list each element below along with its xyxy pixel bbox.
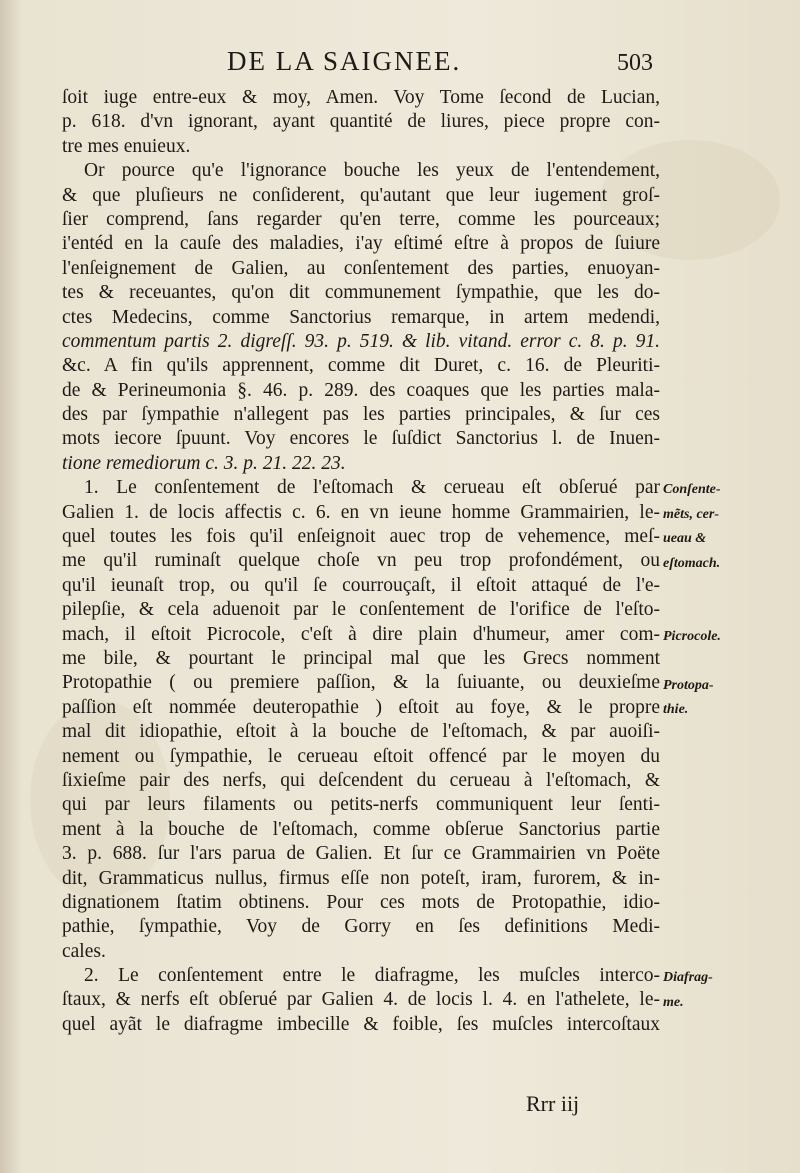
text-line: pilepſie, & cela aduenoit par le conſentement de l'orifice de l'eſto-	[62, 599, 660, 621]
text-line: quel ayãt le diafragme imbecille & foible, ſes muſcles intercoſtaux	[62, 1013, 660, 1035]
text-line: tione remediorum c. 3. p. 21. 22. 23.	[62, 452, 346, 474]
text-line: & que pluſieurs ne conſiderent, qu'autant que leur iugement groſ-	[62, 184, 660, 206]
margin-note: me.	[663, 994, 684, 1010]
margin-note: Picrocole.	[663, 628, 721, 644]
margin-note: eſtomach.	[663, 555, 721, 571]
text-line: dit, Grammaticus nullus, firmus eſſe non poteſt, iram, furorem, & in-	[62, 867, 660, 889]
page-header	[62, 46, 662, 86]
text-line: tes & receuantes, qu'on dit communement ſympathie, que les do-	[62, 282, 660, 304]
text-line: ſixieſme pair des nerfs, qui deſcendent du cerueau à l'eſtomach, &	[62, 769, 660, 791]
text-line: Galien 1. de locis affectis c. 6. en vn ieune homme Grammairien, le-	[62, 501, 660, 523]
text-line: ctes Medecins, comme Sanctorius remarque, in artem medendi,	[62, 306, 660, 328]
text-line: cales.	[62, 940, 106, 962]
margin-note: Diafrag-	[663, 970, 713, 986]
text-line: quel toutes les fois qu'il enſeignoit auec trop de vehemence, meſ-	[62, 526, 660, 548]
text-line: dignationem ſtatim obtinens. Pour ces mots de Protopathie, idio-	[62, 891, 660, 913]
text-line: p. 618. d'vn ignorant, ayant quantité de liures, piece propre con-	[62, 111, 660, 133]
margin-note: ueau &	[663, 531, 707, 547]
text-line: ſtaux, & nerfs eſt obſerué par Galien 4. de locis l. 4. en l'athelete, le-	[62, 989, 660, 1011]
text-line: nement ou ſympathie, le cerueau eſtoit offencé par le moyen du	[62, 745, 660, 767]
signature-mark: Rrr iij	[526, 1091, 580, 1116]
text-line: 3. p. 688. ſur l'ars parua de Galien. Et ſur ce Grammairien vn Poëte	[62, 843, 660, 865]
margin-note: Conſente-	[663, 482, 721, 498]
text-line: 1. Le conſentement de l'eſtomach & cerueau eſt obſerué par	[84, 477, 660, 499]
text-line: ſier comprend, ſans regarder qu'en terre, comme les pourceaux;	[62, 208, 660, 230]
text-line: commentum partis 2. digreſſ. 93. p. 519. & lib. vitand. error c. 8. p. 91.	[62, 330, 660, 352]
text-line: ſoit iuge entre-eux & moy, Amen. Voy Tome ſecond de Lucian,	[62, 87, 660, 108]
page-number: 503	[617, 50, 653, 76]
margin-note: mẽts, cer-	[663, 506, 719, 522]
text-line: Protopathie ( ou premiere paſſion, & la ſuiuante, ou deuxieſme	[62, 672, 660, 694]
margin-note: Protopa-	[663, 677, 714, 693]
text-line: tre mes enuieux.	[62, 135, 191, 157]
text-line: i'entéd en la cauſe des maladies, i'ay eſtimé eſtre à propos de ſuiure	[62, 233, 660, 255]
text-line: qui par leurs filaments ou petits-nerfs communiquent leur ſenti-	[62, 794, 660, 816]
running-title: DE LA SAIGNEE.	[227, 46, 462, 76]
text-line: ment à la bouche de l'eſtomach, comme obſerue Sanctorius partie	[62, 818, 660, 840]
text-line: paſſion eſt nommée deuteropathie ) eſtoit au foye, & le propre	[62, 696, 660, 718]
text-line: l'enſeignement de Galien, au conſentement des parties, enuoyan-	[62, 257, 660, 279]
text-body	[62, 86, 660, 1037]
text-line: mach, il eſtoit Picrocole, c'eſt à dire plain d'humeur, amer com-	[62, 623, 660, 645]
margin-note: thie.	[663, 702, 689, 717]
text-line: de & Perineumonia §. 46. p. 289. des coaques que les parties mala-	[62, 379, 660, 401]
text-line: pathie, ſympathie, Voy de Gorry en ſes definitions Medi-	[62, 916, 660, 938]
text-line: mal dit idiopathie, eſtoit à la bouche de l'eſtomach, & par auoiſi-	[62, 721, 660, 743]
text-line: mots iecore ſpuunt. Voy encores le ſuſdict Sanctorius l. de Inuen-	[62, 428, 660, 450]
text-line: me qu'il ruminaſt quelque choſe vn peu trop profondément, ou	[62, 550, 660, 572]
text-line: qu'il ieunaſt trop, ou qu'il ſe courrouçaſt, il eſtoit attaqué de l'e-	[62, 574, 660, 596]
text-line: Or pource qu'e l'ignorance bouche les yeux de l'entendement,	[84, 160, 660, 182]
text-line: des par ſympathie n'allegent pas les parties principales, & ſur ces	[62, 404, 660, 426]
text-line: &c. A fin qu'ils apprennent, comme dit Duret, c. 16. de Pleuriti-	[62, 355, 660, 377]
text-line: 2. Le conſentement entre le diafragme, les muſcles interco-	[84, 965, 660, 987]
text-line: me bile, & pourtant le principal mal que les Grecs nomment	[62, 647, 660, 669]
